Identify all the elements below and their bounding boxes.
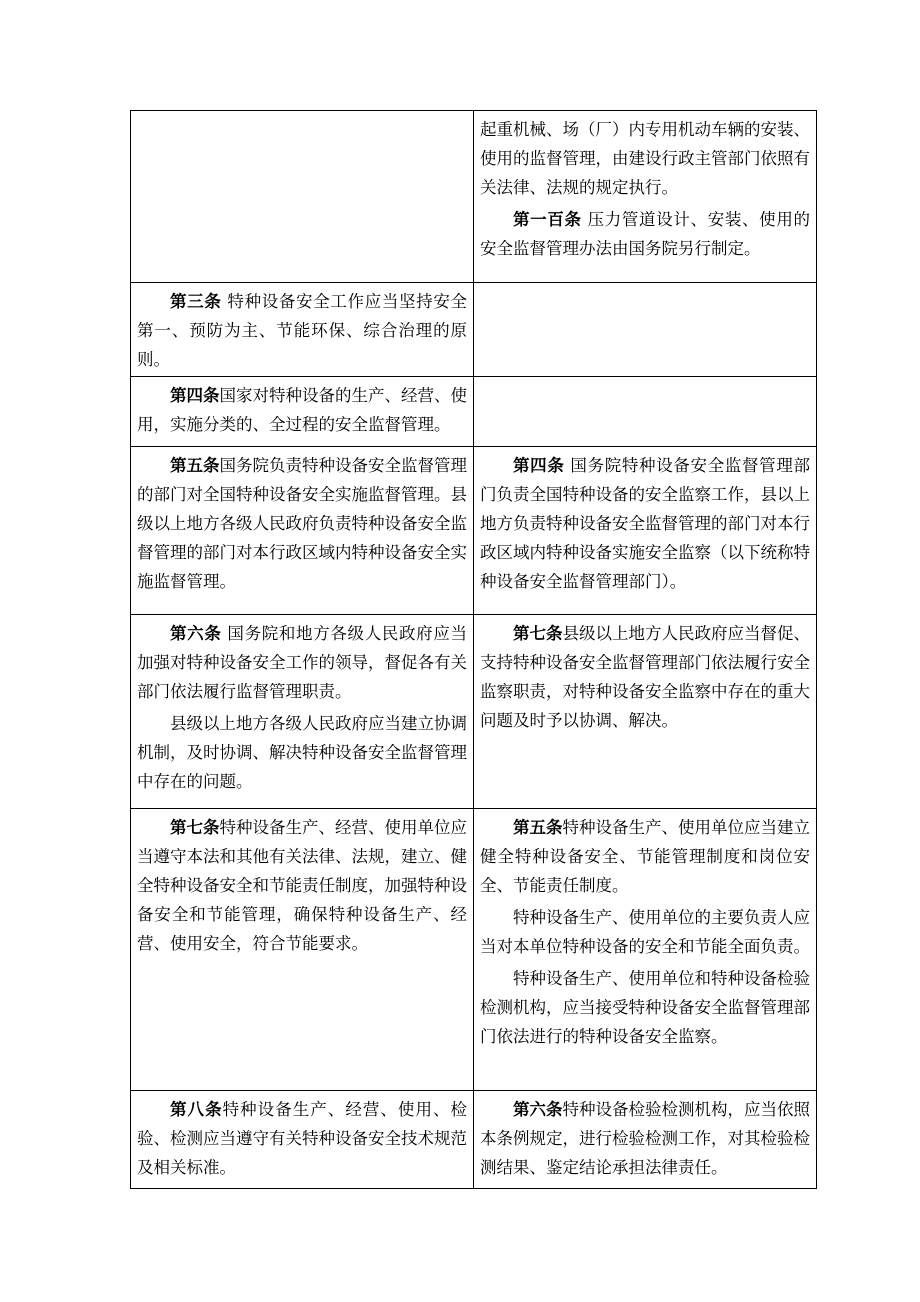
clause-paragraph <box>137 619 467 706</box>
old-regulation-cell <box>474 111 817 283</box>
clause-paragraph <box>137 451 467 596</box>
clause-paragraph <box>480 903 810 961</box>
clause-text: 特种设备生产、经营、使用、检验、检测应当遵守有关特种设备安全技术规范及相关标准。 <box>137 1100 467 1177</box>
article-number: 第五条 <box>513 818 563 837</box>
comparison-table <box>130 110 817 1189</box>
new-law-cell <box>131 1091 474 1189</box>
table-row <box>131 809 817 1091</box>
comparison-table-body <box>131 111 817 1189</box>
clause-paragraph <box>480 964 810 1051</box>
article-number: 第三条 <box>170 292 222 311</box>
new-law-cell <box>131 809 474 1091</box>
article-number: 第一百条 <box>513 210 582 229</box>
article-number: 第七条 <box>513 624 563 643</box>
clause-text: 特种设备生产、经营、使用单位应当遵守本法和其他有关法律、法规，建立、健全特种设备安全和节能责任制度，加强特种设备安全和节能管理，确保特种设备生产、经营、使用安全，符合节能要求。 <box>137 818 467 953</box>
table-row <box>131 377 817 447</box>
table-row <box>131 283 817 377</box>
old-regulation-cell <box>474 283 817 377</box>
new-law-cell <box>131 111 474 283</box>
article-number: 第八条 <box>170 1100 223 1119</box>
old-regulation-cell <box>474 377 817 447</box>
clause-text: 县级以上地方各级人民政府应当建立协调机制，及时协调、解决特种设备安全监督管理中存在的问题。 <box>137 714 467 791</box>
clause-text: 国务院负责特种设备安全监督管理的部门对全国特种设备安全实施监督管理。县级以上地方各级人民政府负责特种设备安全监督管理的部门对本行政区域内特种设备安全实施监督管理。 <box>137 456 467 591</box>
clause-text: 特种设备生产、使用单位和特种设备检验检测机构，应当接受特种设备安全监督管理部门依法进行的特种设备安全监察。 <box>480 969 810 1046</box>
clause-paragraph <box>137 1095 467 1182</box>
new-law-cell <box>131 377 474 447</box>
old-regulation-cell <box>474 447 817 615</box>
table-row <box>131 615 817 809</box>
clause-text: 国务院和地方各级人民政府应当加强对特种设备安全工作的领导，督促各有关部门依法履行监督管理职责。 <box>137 624 468 701</box>
clause-paragraph <box>480 813 810 900</box>
article-number: 第六条 <box>513 1100 563 1119</box>
old-regulation-cell <box>474 615 817 809</box>
clause-paragraph <box>137 287 467 374</box>
clause-text: 起重机械、场（厂）内专用机动车辆的安装、使用的监督管理，由建设行政主管部门依照有关法律、法规的规定执行。 <box>480 120 810 197</box>
clause-paragraph <box>480 451 810 596</box>
clause-paragraph <box>137 709 467 796</box>
old-regulation-cell <box>474 809 817 1091</box>
clause-text: 县级以上地方人民政府应当督促、支持特种设备安全监督管理部门依法履行安全监察职责，对特种设备安全监察中存在的重大问题及时予以协调、解决。 <box>480 624 810 730</box>
new-law-cell <box>131 615 474 809</box>
table-row <box>131 111 817 283</box>
table-row <box>131 447 817 615</box>
old-regulation-cell <box>474 1091 817 1189</box>
clause-text: 国务院特种设备安全监督管理部门负责全国特种设备的安全监察工作，县以上地方负责特种设备安全监督管理的部门对本行政区域内特种设备实施安全监察（以下统称特种设备安全监督管理部门）。 <box>480 456 811 591</box>
article-number: 第五条 <box>170 456 220 475</box>
clause-text: 特种设备生产、使用单位应当建立健全特种设备安全、节能管理制度和岗位安全、节能责任制度。 <box>480 818 810 895</box>
new-law-cell <box>131 283 474 377</box>
clause-paragraph <box>137 813 467 958</box>
article-number: 第四条 <box>170 386 220 405</box>
article-number: 第四条 <box>513 456 565 475</box>
clause-text: 特种设备生产、使用单位的主要负责人应当对本单位特种设备的安全和节能全面负责。 <box>480 908 810 956</box>
article-number: 第六条 <box>170 624 222 643</box>
clause-paragraph <box>480 115 810 202</box>
clause-paragraph <box>137 381 467 439</box>
new-law-cell <box>131 447 474 615</box>
clause-text: 特种设备安全工作应当坚持安全第一、预防为主、节能环保、综合治理的原则。 <box>137 292 468 369</box>
clause-paragraph <box>480 619 810 735</box>
table-row <box>131 1091 817 1189</box>
article-number: 第七条 <box>170 818 220 837</box>
clause-text: 国家对特种设备的生产、经营、使用，实施分类的、全过程的安全监督管理。 <box>137 386 467 434</box>
document-page <box>130 110 811 1189</box>
clause-paragraph <box>480 205 810 263</box>
clause-text: 特种设备检验检测机构，应当依照本条例规定，进行检验检测工作，对其检验检测结果、鉴定结论承担法律责任。 <box>480 1100 810 1177</box>
clause-paragraph <box>480 1095 810 1182</box>
clause-text: 压力管道设计、安装、使用的安全监督管理办法由国务院另行制定。 <box>480 210 811 258</box>
